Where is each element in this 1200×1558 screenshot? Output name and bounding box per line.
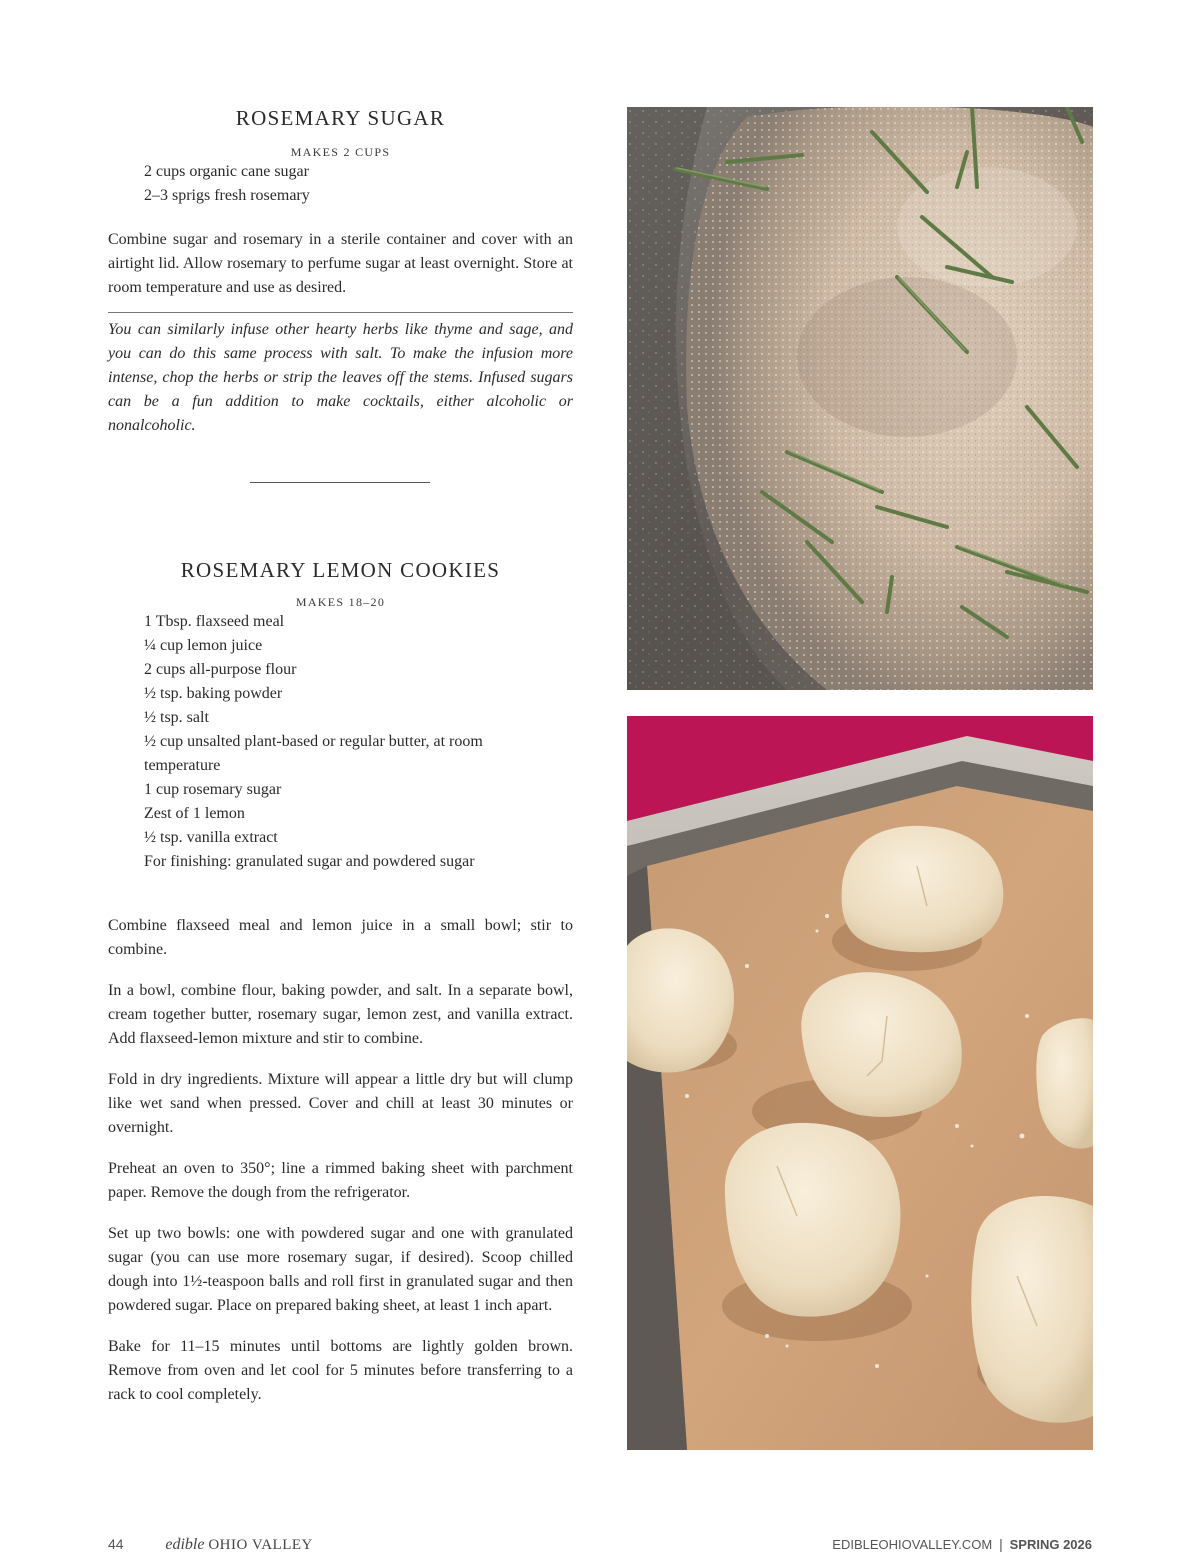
yield-label: MAKES 2 CUPS [290,145,391,159]
step-paragraph: Fold in dry ingredients. Mixture will appear a little dry but will clump like wet sand when pressed. Cover and chill at least 30 minutes or overnight. [108,1071,573,1136]
ingredient-item: 2 cups organic cane sugar [144,163,309,180]
ingredient-list [108,610,573,874]
ingredient-item: 2 cups all-purpose flour [144,661,297,678]
cookies-photo [627,716,1093,1450]
directions-paragraph: Combine sugar and rosemary in a sterile container and cover with an airtight lid. Allow rosemary to perfume sugar at least overnight. Store at room temperature and use as desired. [108,231,573,296]
steps [108,914,573,1407]
note-divider [108,312,573,313]
rosemary-sugar-photo [627,107,1093,690]
step-paragraph: Set up two bowls: one with powdered sugar and one with granulated sugar (you can use more rosemary sugar, if desired). Scoop chilled dough into 1½-teaspoon balls and roll first in granulated sugar and then powdered sugar. Place on prepared baking sheet, at least 1 inch apart. [108,1225,573,1314]
website-link[interactable]: EDIBLEOHIOVALLEY.COM [832,1537,993,1552]
page-number: 44 [108,1536,124,1552]
ingredient-item: For finishing: granulated sugar and powdered sugar [144,853,475,870]
rosemary-sugar-section [108,106,573,438]
magazine-name-italic: edible [165,1536,205,1553]
recipe-title: ROSEMARY SUGAR [235,106,446,130]
recipe-title: ROSEMARY LEMON COOKIES [180,558,501,582]
step-paragraph: In a bowl, combine flour, baking powder, and salt. In a separate bowl, cream together butter, rosemary sugar, lemon zest, and vanilla extract. Add flaxseed-lemon mixture and stir to combine. [108,982,573,1047]
cookies-section [108,558,573,1424]
ingredient-item: ¼ cup lemon juice [144,637,263,654]
footer-right [832,1536,1092,1552]
step-paragraph: Preheat an oven to 350°; line a rimmed baking sheet with parchment paper. Remove the dough from the refrigerator. [108,1160,573,1201]
ingredient-list [108,160,573,208]
tip-note: You can similarly infuse other hearty herbs like thyme and sage, and you can do this same process with salt. To make the infusion more intense, chop the herbs or strip the leaves off the stems. Infused sugars can be a fun addition to make cocktails, either alcoholic or nonalcoholic. [108,321,573,434]
ingredient-item: ½ cup unsalted plant-based or regular butter, at room temperature [144,733,483,774]
ingredient-item: 1 cup rosemary sugar [144,781,282,798]
footer-left [108,1536,313,1554]
magazine-name-caps: OHIO VALLEY [208,1537,313,1553]
section-divider [250,482,430,483]
ingredient-item: ½ tsp. baking powder [144,685,283,702]
ingredient-item: 2–3 sprigs fresh rosemary [144,187,310,204]
ingredient-item: ½ tsp. salt [144,709,209,726]
issue-label: SPRING 2026 [1009,1537,1092,1552]
step-paragraph: Combine flaxseed meal and lemon juice in a small bowl; stir to combine. [108,917,573,958]
ingredient-item: 1 Tbsp. flaxseed meal [144,613,285,630]
yield-label: MAKES 18–20 [295,595,386,609]
footer-separator: | [999,1536,1003,1552]
step-paragraph: Bake for 11–15 minutes until bottoms are lightly golden brown. Remove from oven and let cool for 5 minutes before transferring to a rack to cool completely. [108,1338,573,1403]
ingredient-item: ½ tsp. vanilla extract [144,829,278,846]
ingredient-item: Zest of 1 lemon [144,805,245,822]
